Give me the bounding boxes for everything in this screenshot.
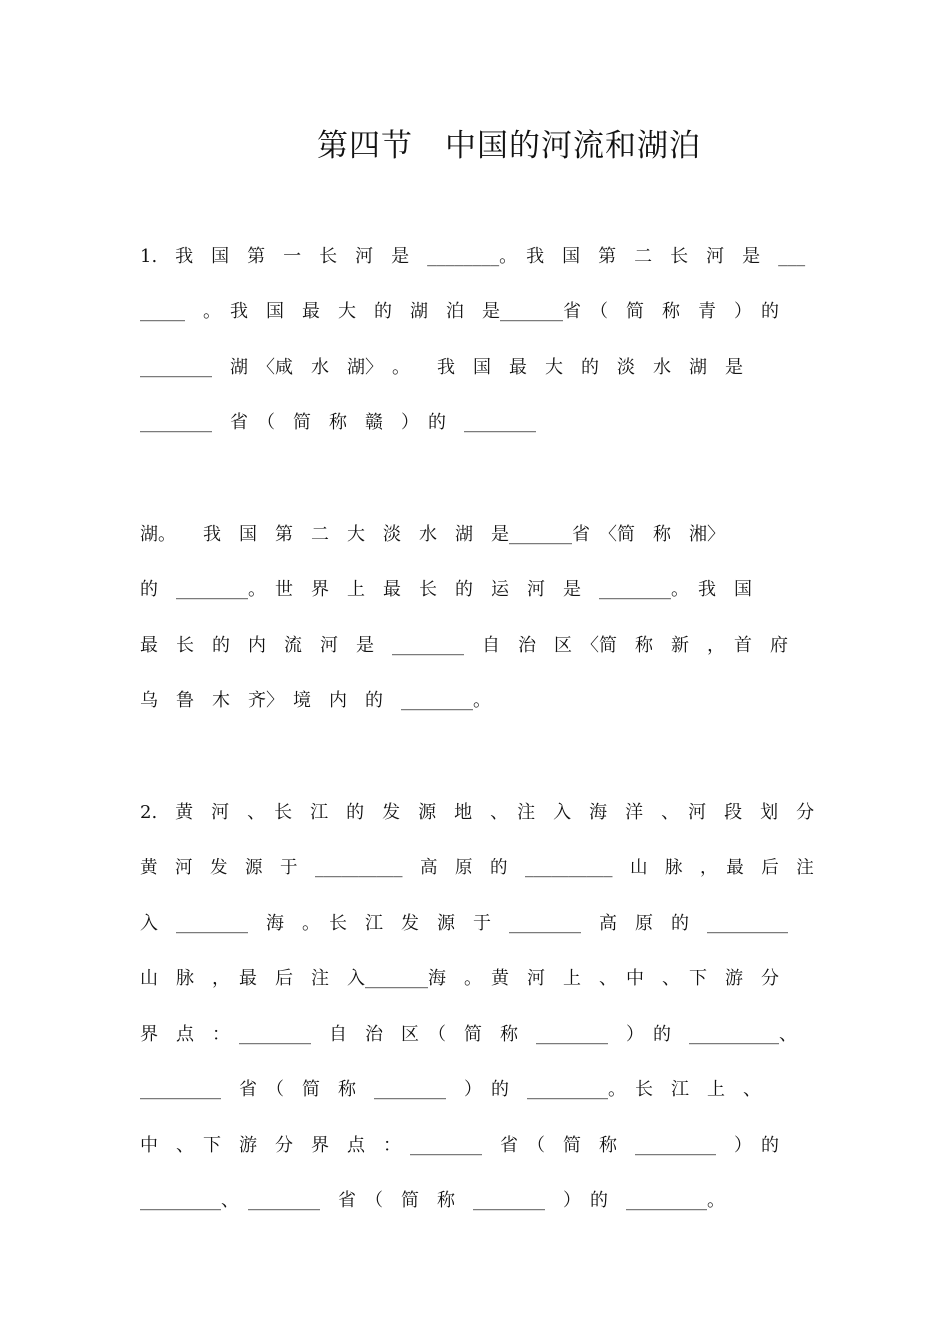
text-line-8: 乌 鲁 木 齐〉 境 内 的 ________。	[140, 690, 491, 711]
text-line-5: 湖。 我 国 第 二 大 淡 水 湖 是_______省 〈简 称 湘〉	[140, 524, 725, 545]
text-line-10: 黄 河 发 源 于 __________ 高 原 的 __________ 山 脉 ， 最 后 注	[140, 858, 814, 878]
text-line-3: ________ 湖 〈咸 水 湖〉 。 我 国 最 大 的 淡 水 湖 是	[140, 357, 743, 378]
page-title: 第四节 中国的河流和湖泊	[317, 128, 701, 164]
text-line-14: _________ 省 （ 简 称 ________ ） 的 _________。 长 江 上 、	[140, 1079, 761, 1100]
text-line-9: 2. 黄 河 、 长 江 的 发 源 地 、 注 入 海 洋 、 河 段 划 分	[140, 802, 815, 823]
text-line-4: ________ 省 （ 简 称 赣 ） 的 ________	[140, 412, 536, 433]
text-line-16: _________、 ________ 省 （ 简 称 ________ ） 的 _________。	[140, 1190, 725, 1211]
text-line-6: 的 ________。 世 界 上 最 长 的 运 河 是 ________。 我 国	[140, 579, 752, 600]
text-line-13: 界 点 ： ________ 自 治 区 （ 简 称 ________ ） 的 __________、	[140, 1024, 797, 1045]
text-line-11: 入 ________ 海 。 长 江 发 源 于 ________ 高 原 的 _________	[140, 913, 788, 934]
text-line-1: 1. 我 国 第 一 长 河 是 ________。 我 国 第 二 长 河 是 ___	[140, 246, 806, 267]
text-line-2: _____ 。 我 国 最 大 的 湖 泊 是_______省 （ 简 称 青 ） 的	[140, 301, 779, 322]
text-line-15: 中 、 下 游 分 界 点 ： ________ 省 （ 简 称 _________ ） 的	[140, 1135, 779, 1156]
text-line-7: 最 长 的 内 流 河 是 ________ 自 治 区 〈简 称 新 ， 首 府	[140, 635, 788, 656]
text-line-12: 山 脉 ， 最 后 注 入_______海 。 黄 河 上 、 中 、 下 游 分	[140, 968, 779, 989]
